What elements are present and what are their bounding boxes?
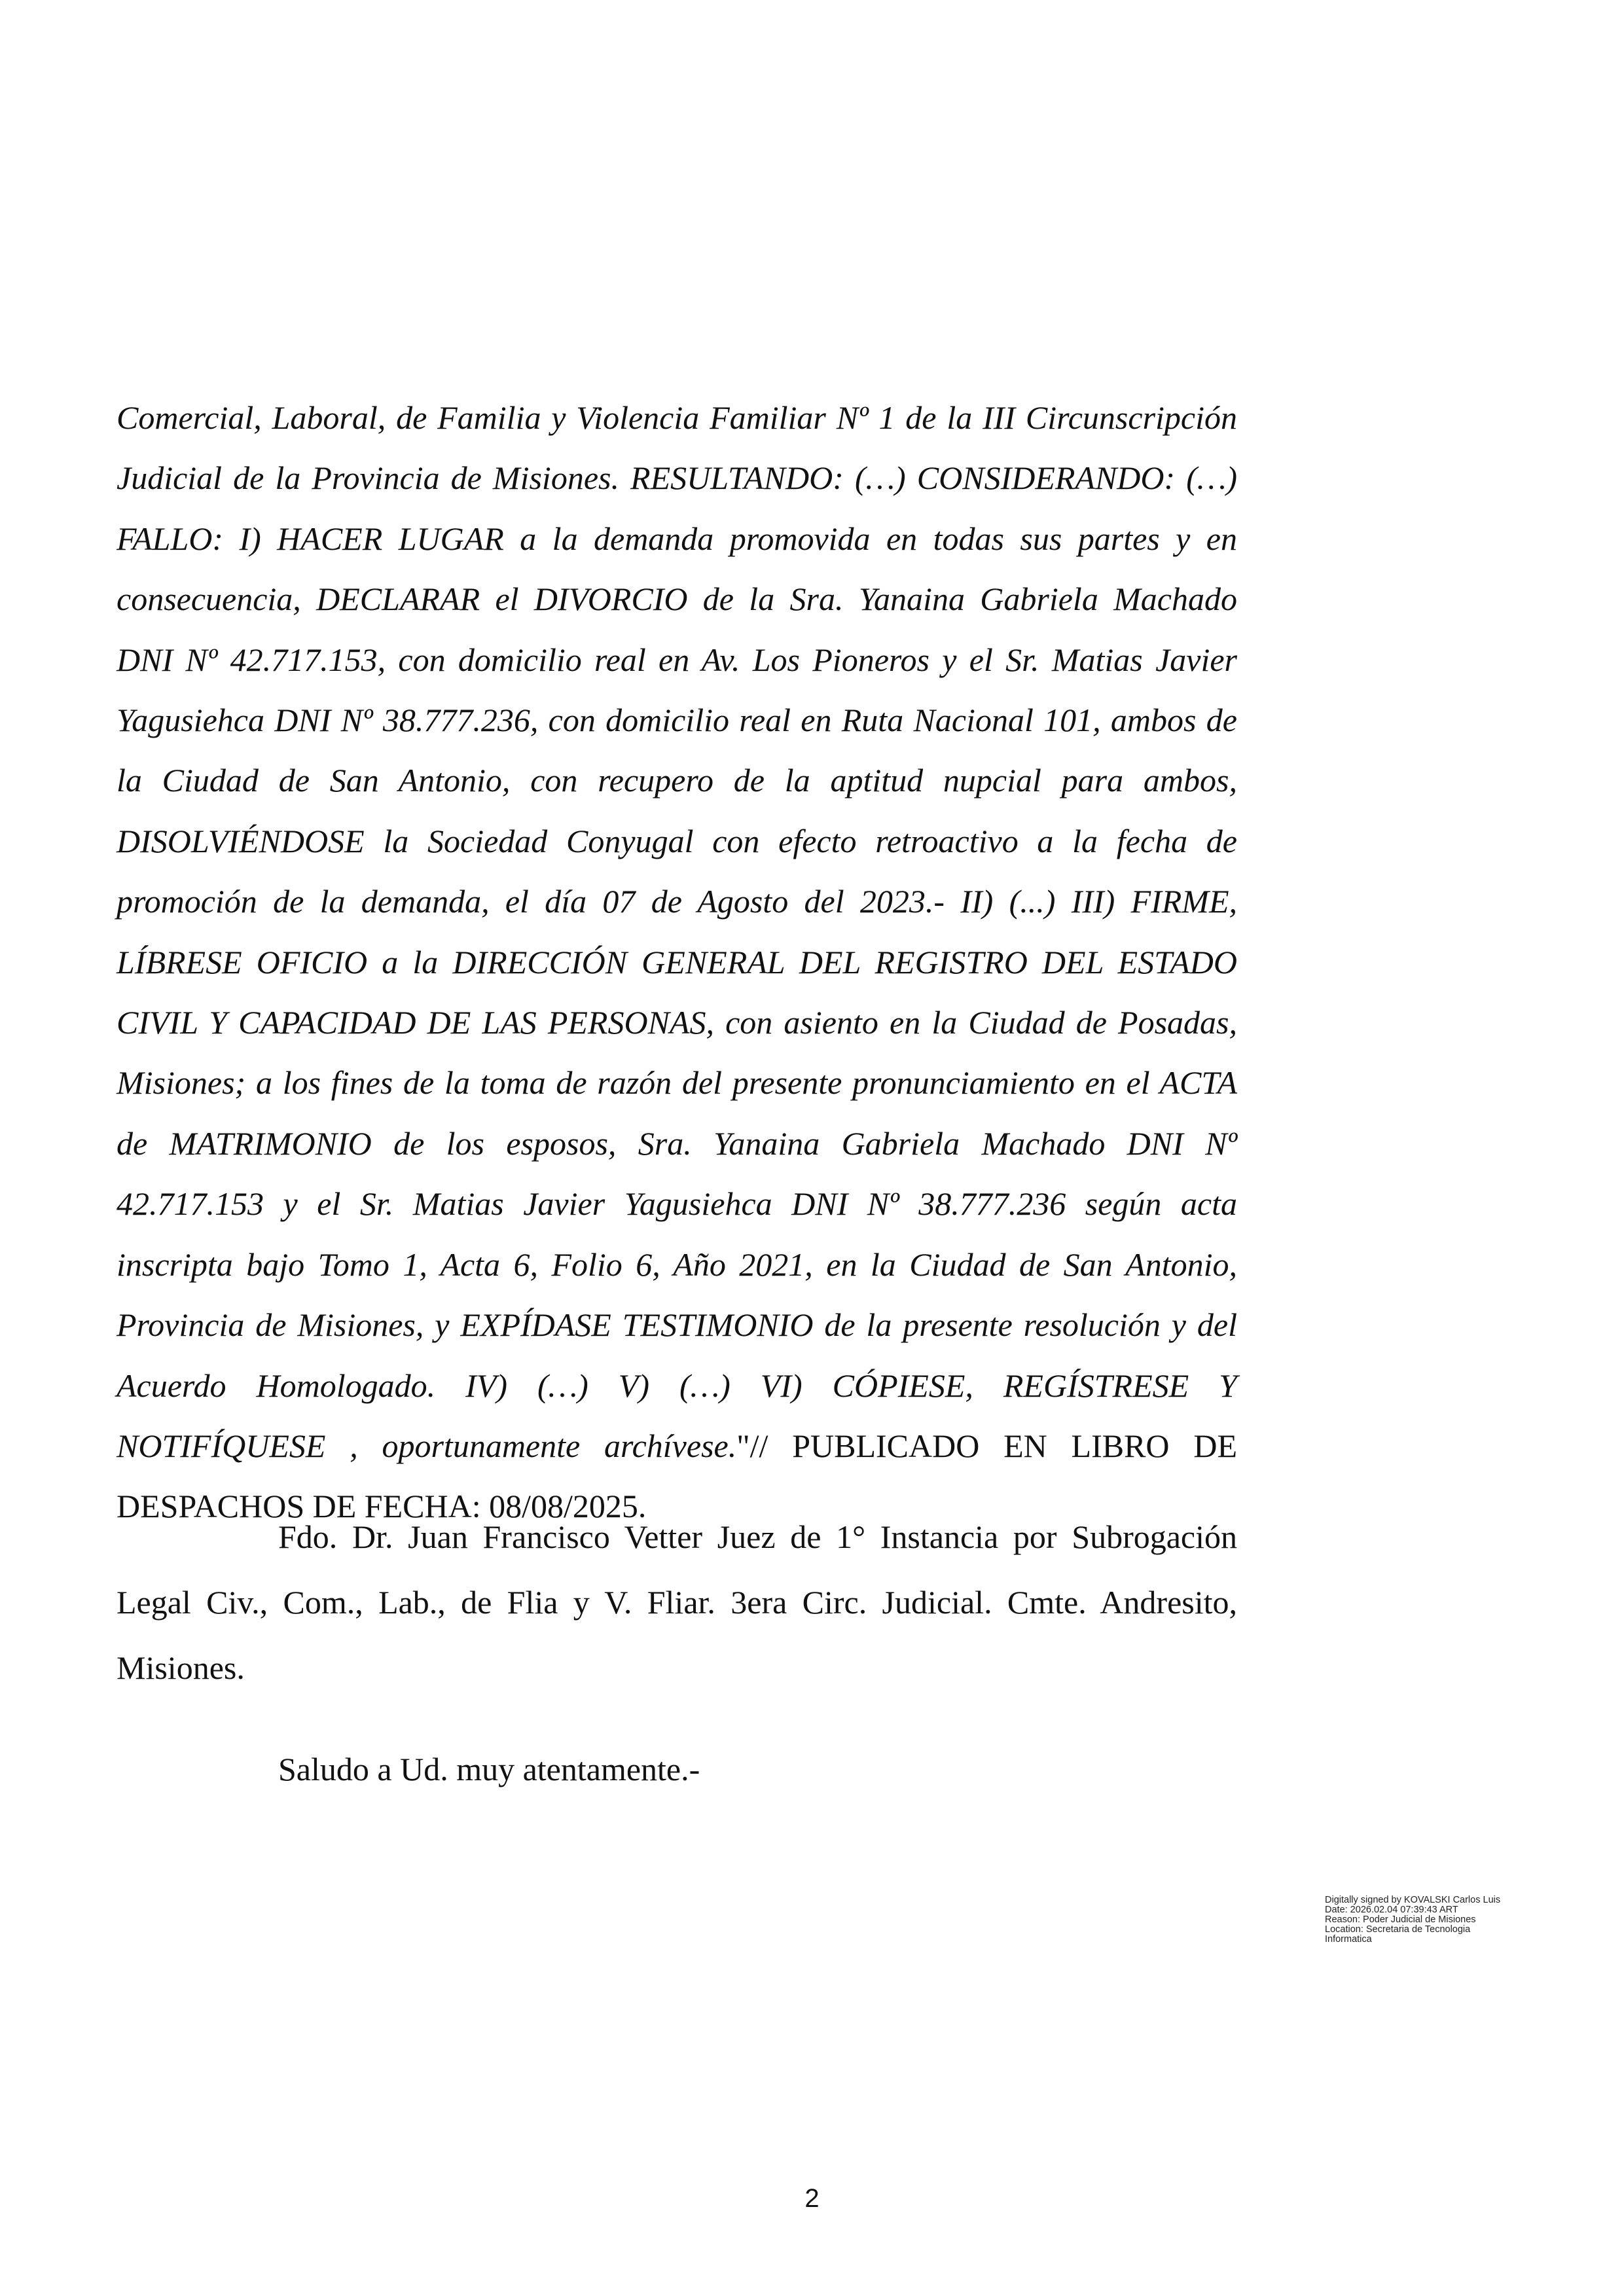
signature-location-continued: Informatica [1325,1934,1372,1945]
digital-signature-stamp [1325,1895,1534,1945]
publication-note: "// PUBLICADO EN LIBRO DE DESPACHOS DE FECHA: 08/08/2025. [117,1427,1237,1525]
resolution-italic-text: Comercial, Laboral, de Familia y Violencia Familiar Nº 1 de la III Circunscripción Judicial de la Provincia de Misiones. RESULTANDO: (…) CONSIDERANDO: (…) FALLO: I) HACER LUGAR a la demanda promovida en todas sus partes y en consecuencia, DECLARAR el DIVORCIO de la Sra. Yanaina Gabriela Machado DNI Nº 42.717.153, con domicilio real en Av. Los Pioneros y el Sr. Matias Javier Yagusiehca DNI Nº 38.777.236, con domicilio real en Ruta Nacional 101, ambos de la Ciudad de San Antonio, con recupero de la aptitud nupcial para ambos, DISOLVIÉNDOSE la Sociedad Conyugal con efecto retroactivo a la fecha de promoción de la demanda, el día 07 de Agosto del 2023.- II) (...) III) FIRME, LÍBRESE OFICIO a la DIRECCIÓN GENERAL DEL REGISTRO DEL ESTADO CIVIL Y CAPACIDAD DE LAS PERSONAS, con asiento en la Ciudad de Posadas, Misiones; a los fines de la toma de razón del presente pronunciamiento en el ACTA de MATRIMONIO de los esposos, Sra. Yanaina Gabriela Machado DNI Nº 42.717.153 y el Sr. Matias Javier Yagusiehca DNI Nº 38.777.236 según acta inscripta bajo Tomo 1, Acta 6, Folio 6, Año 2021, en la Ciudad de San Antonio, Provincia de Misiones, y EXPÍDASE TESTIMONIO de la presente resolución y del Acuerdo Homologado. IV) (…) V) (…) VI) CÓPIESE, REGÍSTRESE Y NOTIFÍQUESE , oportunamente archívese. [117,399,1237,1464]
signature-reason: Reason: Poder Judicial de Misiones [1325,1914,1476,1925]
judge-signature-paragraph: Fdo. Dr. Juan Francisco Vetter Juez de 1° Instancia por Subrogación Legal Civ., Com., Lab., de Flia y V. Fliar. 3era Circ. Judicial. Cmte. Andresito, Misiones. [117,1518,1237,1686]
page-number: 2 [804,2184,820,2213]
signature-location: Location: Secretaria de Tecnologia [1325,1924,1471,1935]
closing-salutation: Saludo a Ud. muy atentamente.- [278,1751,700,1787]
signature-date: Date: 2026.02.04 07:39:43 ART [1325,1905,1458,1915]
signature-signed-by: Digitally signed by KOVALSKI Carlos Luis [1325,1895,1501,1905]
resolution-body-paragraph [117,387,1237,1537]
